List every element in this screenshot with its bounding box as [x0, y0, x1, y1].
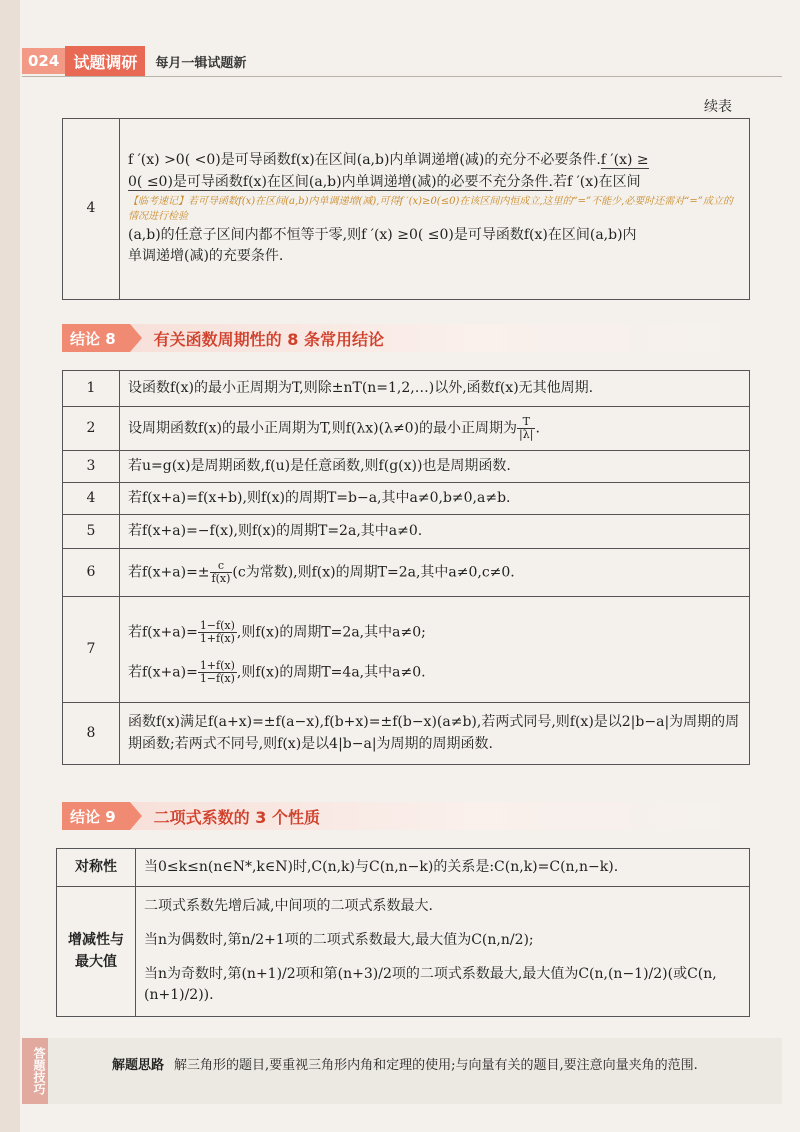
table-row — [63, 451, 750, 483]
fraction-denominator: f(x) — [211, 572, 231, 585]
text-line: (a,b)的任意子区间内都不恒等于零,则f ′(x) ≥0( ≤0)是可导函数f(x)在区间(a,b)内 — [128, 226, 637, 243]
row-text: 设周期函数f(x)的最小正周期为T,则f(λx)(λ≠0)的最小正周期为 — [128, 420, 518, 437]
row-content — [136, 887, 750, 1017]
page-header — [22, 46, 246, 76]
handwritten-note: 【临考速记】若可导函数f(x)在区间(a,b)内单调递增(减),可得f ′(x)≥0(≤0)在该区间内恒成立,这里的“=”不能少,必要时还需对“=”成立的情况进行检验 — [128, 195, 733, 222]
fraction-numerator: 1−f(x) — [199, 619, 235, 633]
fraction — [198, 620, 237, 645]
page-edge-decoration — [0, 0, 20, 1132]
table-row — [63, 703, 750, 765]
row-label: 增减性与最大值 — [57, 887, 136, 1017]
fraction-numerator: T — [517, 416, 535, 429]
row-content — [120, 549, 750, 597]
section-8-title: 有关函数周期性的 8 条常用结论 — [153, 329, 384, 349]
tip-box — [22, 1038, 782, 1104]
row-text: 若f(x+a)= — [128, 664, 198, 681]
fraction-denominator: 1−f(x) — [199, 671, 235, 685]
row-index: 1 — [63, 371, 120, 407]
row-content: 当0≤k≤n(n∈N*,k∈N)时,C(n,k)与C(n,n−k)的关系是:C(n,k)=C(n,n−k). — [136, 849, 750, 887]
row-content: 若f(x+a)=−f(x),则f(x)的周期T=2a,其中a≠0. — [120, 515, 750, 549]
row-index: 4 — [63, 483, 120, 515]
table-row — [63, 483, 750, 515]
section-9-header — [62, 802, 752, 830]
table-row — [63, 597, 750, 703]
header-divider — [22, 76, 782, 77]
tip-text-block — [112, 1056, 752, 1076]
fraction — [198, 660, 237, 685]
section-8-header — [62, 324, 752, 352]
row-text: 若f(x+a)= — [128, 624, 198, 641]
fraction-numerator: c — [210, 560, 233, 573]
page-number: 024 — [22, 48, 65, 74]
text-underlined: 0( ≤0)是可导函数f(x)在区间(a,b)内单调递增(减)的必要不充分条件. — [128, 173, 553, 190]
row-content: 设函数f(x)的最小正周期为T,则除±nT(n=1,2,…)以外,函数f(x)无其他周期. — [120, 371, 750, 407]
fraction-denominator: 1+f(x) — [199, 632, 235, 646]
fraction — [210, 560, 233, 585]
table-row — [57, 887, 750, 1017]
table-row — [63, 371, 750, 407]
table-row — [63, 515, 750, 549]
section-8-tag: 结论 8 — [62, 324, 130, 352]
row-text: ,则f(x)的周期T=4a,其中a≠0. — [236, 664, 426, 681]
row-index: 5 — [63, 515, 120, 549]
row-index: 8 — [63, 703, 120, 765]
row-text: 若f(x+a)=± — [128, 564, 210, 581]
text-underlined: f ′(x) ≥ — [600, 152, 649, 169]
row-content: 函数f(x)满足f(a+x)=±f(a−x),f(b+x)=±f(b−x)(a≠b),若两式同号,则f(x)是以2|b−a|为周期的周期函数;若两式不同号,则f(x)是以4|b−a|为周期的周期函数. — [120, 703, 750, 765]
row-index: 2 — [63, 407, 120, 451]
row-text: (c为常数),则f(x)的周期T=2a,其中a≠0,c≠0. — [232, 564, 515, 581]
row-text: ,则f(x)的周期T=2a,其中a≠0; — [236, 624, 426, 641]
table-row — [63, 119, 750, 300]
text-line: 若f ′(x)在区间 — [552, 173, 641, 190]
binomial-table — [56, 848, 750, 1017]
text-line: 单调递增(减)的充要条件. — [128, 248, 284, 265]
table-row — [57, 849, 750, 887]
table-row — [63, 549, 750, 597]
periodicity-table — [62, 370, 750, 765]
header-section: 试题调研 — [65, 46, 145, 77]
continued-table — [62, 118, 750, 300]
row-content: 若u=g(x)是周期函数,f(u)是任意函数,则f(g(x))也是周期函数. — [120, 451, 750, 483]
row-content — [120, 119, 750, 300]
row-content: 若f(x+a)=f(x+b),则f(x)的周期T=b−a,其中a≠0,b≠0,a≠b. — [120, 483, 750, 515]
text-line: 当n为奇数时,第(n+1)/2项和第(n+3)/2项的二项式系数最大,最大值为C(n,(n−1)/2)(或C(n,(n+1)/2)). — [144, 965, 717, 1004]
text-line: f ′(x) >0( <0)是可导函数f(x)在区间(a,b)内单调递增(减)的充分不必要条件. — [128, 152, 601, 169]
text-line: 当n为偶数时,第n/2+1项的二项式系数最大,最大值为C(n,n/2); — [144, 931, 534, 948]
header-subtitle: 每月一辑试题新 — [155, 55, 247, 71]
row-index: 4 — [63, 119, 120, 300]
tip-side-label: 答题技巧 — [22, 1038, 48, 1104]
tip-text: 解三角形的题目,要重视三角形内角和定理的使用;与向量有关的题目,要注意向量夹角的范围. — [174, 1058, 698, 1073]
section-9-tag: 结论 9 — [62, 802, 130, 830]
tip-heading: 解题思路 — [112, 1058, 165, 1073]
row-label: 对称性 — [57, 849, 136, 887]
fraction-numerator: 1+f(x) — [199, 658, 235, 672]
continued-label: 续表 — [704, 99, 732, 115]
text-line: 二项式系数先增后减,中间项的二项式系数最大. — [144, 898, 433, 915]
section-9-title: 二项式系数的 3 个性质 — [153, 807, 320, 827]
fraction-denominator: |λ| — [519, 428, 534, 441]
row-content: 设周期函数f(x)的最小正周期为T,则f(λx)(λ≠0)的最小正周期为 $\frac{T}{|\lambda|}$ . — [120, 407, 750, 451]
fraction — [517, 416, 535, 441]
row-index: 6 — [63, 549, 120, 597]
row-index: 3 — [63, 451, 120, 483]
table-row — [63, 407, 750, 451]
row-content — [120, 597, 750, 703]
row-index: 7 — [63, 597, 120, 703]
